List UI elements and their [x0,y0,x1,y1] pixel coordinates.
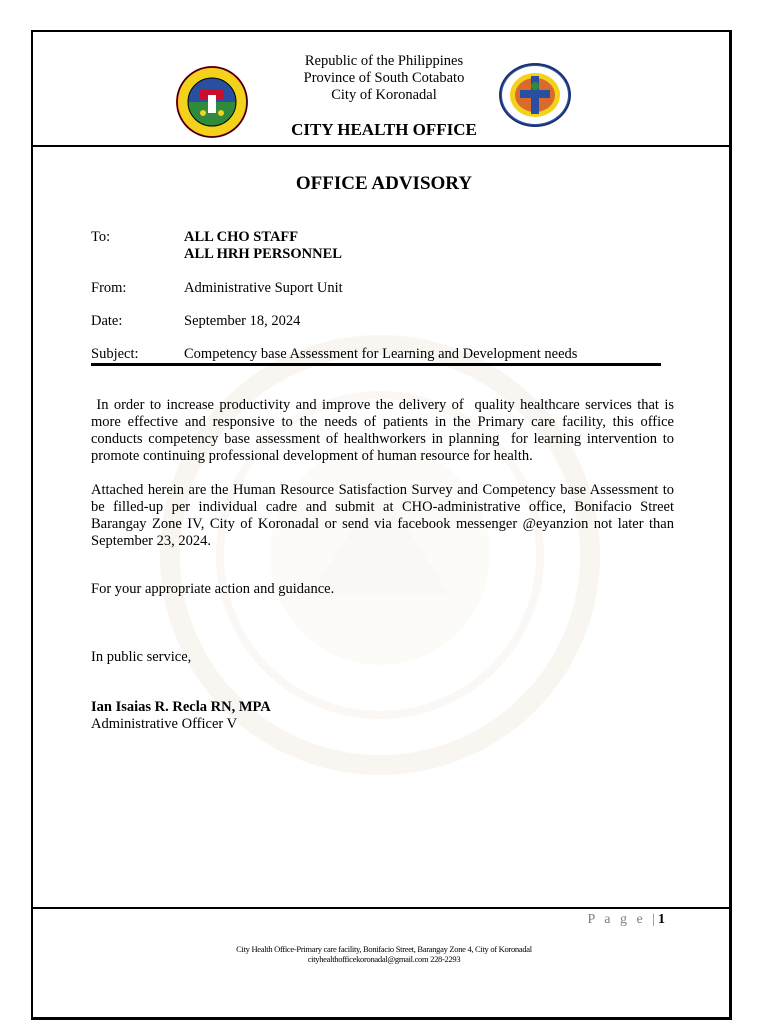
signatory-title: Administrative Officer V [91,716,238,732]
footer-contact: cityhealthofficekoronadal@gmail.com 228-2293 [307,954,461,964]
body-paragraph-2: Attached herein are the Human Resource Satisfaction Survey and Competency base Assessment to be filled-up per individual cadre and submit at CHO-administrative office, Bonifacio Street Barangay Zone IV, City of Koronadal or send via facebook messenger @eyanzion not later than September 23, 2024. [91,482,674,549]
subject-underline [91,363,661,366]
header-office-name: CITY HEALTH OFFICE [291,120,477,139]
page-number [588,912,666,928]
document-title: OFFICE ADVISORY [295,173,473,194]
closing-text: In public service, [91,649,192,665]
signatory-name: Ian Isaias R. Recla RN, MPA [91,699,271,715]
body-paragraph-1: In order to increase productivity and improve the delivery of quality healthcare services that is more effective and responsive to the needs of patients in the Primary care facility, this office conducts competency base assessment of healthworkers in planning for learning intervention to promote continuing professional development of human resource for health. [91,397,678,464]
header-divider [31,145,730,147]
subject-label: Subject: [91,346,139,362]
from-label: From: [91,280,127,296]
to-recipient-1: ALL CHO STAFF [184,229,299,245]
from-value: Administrative Suport Unit [184,280,343,296]
subject-value: Competency base Assessment for Learning and Development needs [184,346,578,362]
header-city: City of Koronadal [331,87,437,103]
footer-divider [31,907,730,909]
footer-address: City Health Office-Primary care facility, Bonifacio Street, Barangay Zone 4, City of Koronadal [236,944,532,954]
to-label: To: [91,229,111,245]
page-number-value: 1 [658,912,665,927]
date-value: September 18, 2024 [184,313,301,329]
date-label: Date: [91,313,123,329]
to-recipient-2: ALL HRH PERSONNEL [184,246,342,262]
header-republic: Republic of the Philippines [304,53,464,69]
body-paragraph-3: For your appropriate action and guidance. [91,581,335,597]
page-label: P a g e | [587,912,658,927]
header-province: Province of South Cotabato [303,70,465,86]
